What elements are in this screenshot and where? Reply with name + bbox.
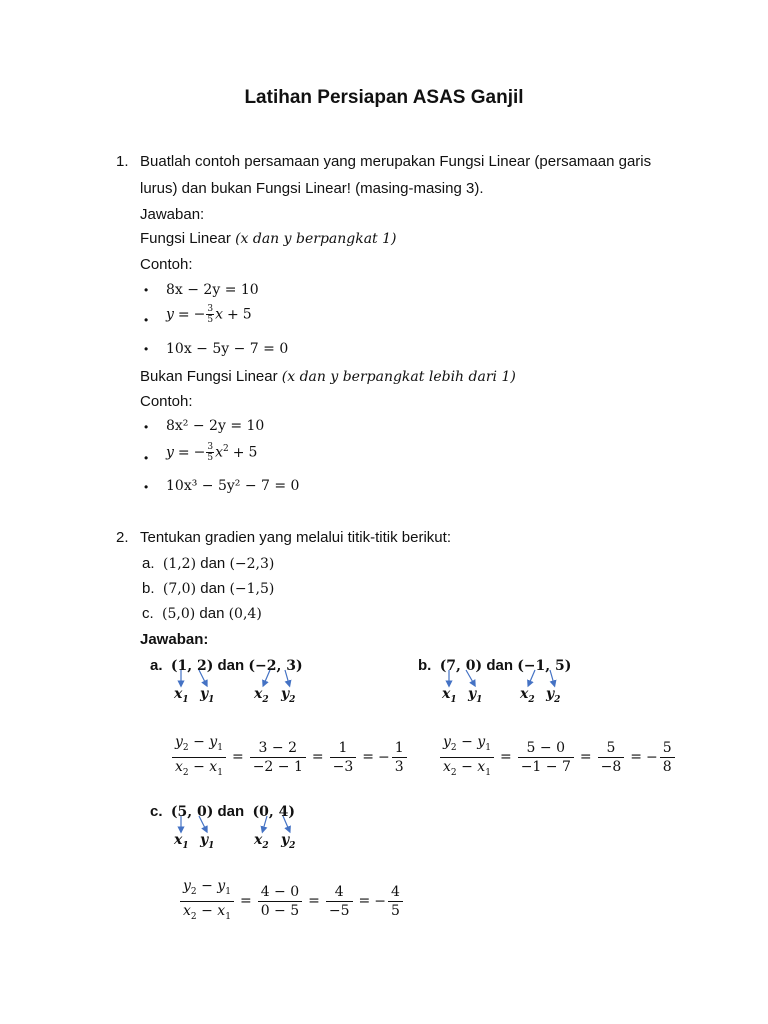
answer-a-formula: $\frac{y_2 - y_1}{x_2 - x_1}$ = $\frac{3 - 2}{-2 - 1}$ = $\frac{1}{-3}$ = − $\frac{1}{3}$ bbox=[170, 733, 409, 782]
label-x2: $x_2$ bbox=[520, 686, 535, 705]
page-title: Latihan Persiapan ASAS Ganjil bbox=[244, 87, 524, 108]
q1-linear-heading bbox=[140, 230, 397, 248]
q2-number: 2. bbox=[116, 529, 129, 546]
q1-prompt-line2: lurus) dan bukan Fungsi Linear! (masing-masing 3). bbox=[140, 180, 484, 197]
q2-jawaban: Jawaban: bbox=[140, 631, 209, 648]
label-y1: $y_1$ bbox=[468, 686, 483, 705]
q1-number: 1. bbox=[116, 153, 129, 170]
label-x1: $x_1$ bbox=[442, 686, 457, 705]
nonlinear-example-1: 8x² − 2y = 10 bbox=[166, 418, 265, 434]
bullet: • bbox=[144, 420, 149, 434]
q2-item-b: b. (7,0) dan (−1,5) bbox=[142, 580, 275, 597]
label-x2: $x_2$ bbox=[254, 832, 269, 851]
bullet: • bbox=[144, 480, 149, 494]
label-y2: $y_2$ bbox=[281, 686, 296, 705]
nonlinear-example-2: y = − $\frac{3}{5}$ $x^2 + 5$ bbox=[166, 442, 258, 463]
answer-b-points: b. (7, 0) dan (−1, 5) bbox=[418, 657, 572, 674]
q2-item-c: c. (5,0) dan (0,4) bbox=[142, 605, 262, 622]
bullet: • bbox=[144, 451, 149, 465]
label-y1: $y_1$ bbox=[200, 686, 215, 705]
answer-b-formula: $\frac{y_2 - y_1}{x_2 - x_1}$ = $\frac{5 - 0}{-1 - 7}$ = $\frac{5}{-8}$ = − $\frac{5}{8}$ bbox=[438, 733, 677, 782]
answer-a-points: a. (1, 2) dan (−2, 3) bbox=[150, 657, 303, 674]
label-x1: $x_1$ bbox=[174, 832, 189, 851]
label-x2: $x_2$ bbox=[254, 686, 269, 705]
q1-prompt-line1: Buatlah contoh persamaan yang merupakan Fungsi Linear (persamaan garis bbox=[140, 153, 652, 170]
bullet: • bbox=[144, 283, 149, 297]
linear-example-2: y = − $\frac{3}{5}$ x + 5 bbox=[166, 304, 252, 325]
linear-example-3: 10x − 5y − 7 = 0 bbox=[166, 341, 289, 357]
linear-example-1: 8x − 2y = 10 bbox=[166, 282, 259, 298]
bullet: • bbox=[144, 342, 149, 356]
q1-nonlinear-heading bbox=[140, 368, 516, 386]
q2-item-a: a. (1,2) dan (−2,3) bbox=[142, 555, 275, 572]
q1-linear-label: Fungsi Linear bbox=[140, 230, 231, 247]
bullet: • bbox=[144, 313, 149, 327]
q2-prompt: Tentukan gradien yang melalui titik-titik berikut: bbox=[140, 529, 451, 546]
q1-jawaban: Jawaban: bbox=[140, 206, 205, 223]
label-y2: $y_2$ bbox=[546, 686, 561, 705]
label-x1: $x_1$ bbox=[174, 686, 189, 705]
q1-nonlinear-note: (x dan y berpangkat lebih dari 1) bbox=[281, 369, 516, 385]
answer-c-formula: $\frac{y_2 - y_1}{x_2 - x_1}$ = $\frac{4 - 0}{0 - 5}$ = $\frac{4}{-5}$ = − $\frac{4}{5}$ bbox=[178, 877, 405, 926]
answer-c-points: c. (5, 0) dan (0, 4) bbox=[150, 803, 296, 820]
label-y1: $y_1$ bbox=[200, 832, 215, 851]
q1-linear-note: (x dan y berpangkat 1) bbox=[235, 231, 397, 247]
nonlinear-example-3: 10x³ − 5y² − 7 = 0 bbox=[166, 478, 300, 494]
q1-contoh-1: Contoh: bbox=[140, 256, 193, 273]
q1-nonlinear-label: Bukan Fungsi Linear bbox=[140, 368, 278, 385]
q1-contoh-2: Contoh: bbox=[140, 393, 193, 410]
label-y2: $y_2$ bbox=[281, 832, 296, 851]
